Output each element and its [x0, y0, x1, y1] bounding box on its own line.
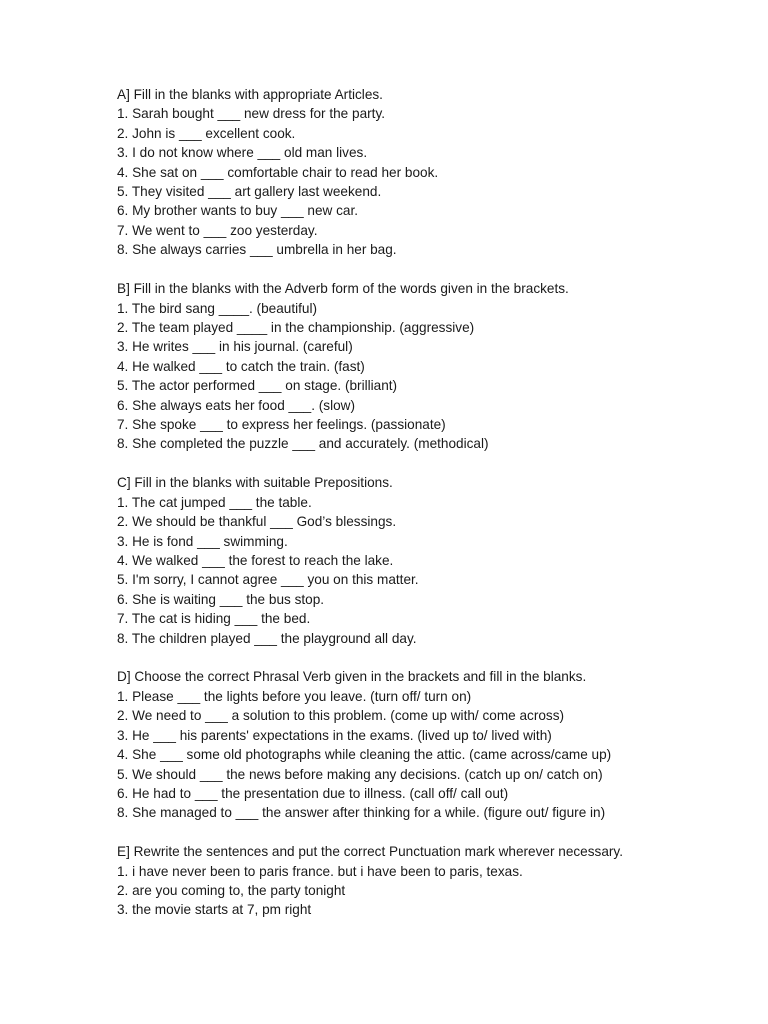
list-item: 8. She managed to ___ the answer after thinking for a while. (figure out/ figure in)	[117, 805, 606, 821]
list-item: 1. The cat jumped ___ the table.	[117, 494, 312, 510]
list-item: 7. She spoke ___ to express her feelings. (passionate)	[117, 417, 446, 432]
list-item: 6. She is waiting ___ the bus stop.	[117, 591, 325, 607]
section-punctuation	[117, 842, 728, 920]
list-item: 3. I do not know where ___ old man lives.	[117, 145, 368, 161]
section-heading: C] Fill in the blanks with suitable Prepositions.	[117, 475, 393, 491]
list-item: 7. The cat is hiding ___ the bed.	[117, 611, 311, 627]
list-item: 7. We went to ___ zoo yesterday.	[117, 222, 318, 238]
list-item: 8. The children played ___ the playground all day.	[117, 630, 417, 646]
list-item: 3. He writes ___ in his journal. (careful)	[117, 339, 353, 355]
list-item: 4. She ___ some old photographs while cleaning the attic. (came across/came up)	[117, 747, 612, 763]
section-heading: D] Choose the correct Phrasal Verb given in the brackets and fill in the blanks.	[117, 669, 587, 685]
list-item: 6. She always eats her food ___. (slow)	[117, 397, 356, 413]
section-heading: A] Fill in the blanks with appropriate Articles.	[117, 87, 383, 102]
list-item: 2. The team played ____ in the championship. (aggressive)	[117, 319, 475, 335]
list-item: 8. She completed the puzzle ___ and accurately. (methodical)	[117, 436, 489, 452]
section-heading: E] Rewrite the sentences and put the correct Punctuation mark wherever necessary.	[117, 844, 623, 860]
list-item: 6. My brother wants to buy ___ new car.	[117, 203, 359, 219]
section-articles	[117, 85, 728, 260]
list-item: 4. He walked ___ to catch the train. (fast)	[117, 358, 365, 374]
list-item: 2. John is ___ excellent cook.	[117, 125, 296, 141]
list-item: 3. the movie starts at 7, pm right	[117, 902, 312, 918]
section-adverbs	[117, 279, 728, 454]
list-item: 1. Sarah bought ___ new dress for the party.	[117, 106, 386, 122]
list-item: 8. She always carries ___ umbrella in her bag.	[117, 242, 397, 258]
list-item: 5. They visited ___ art gallery last weekend.	[117, 184, 382, 200]
list-item: 3. He is fond ___ swimming.	[117, 533, 288, 549]
list-item: 1. The bird sang ____. (beautiful)	[117, 300, 318, 316]
list-item: 4. She sat on ___ comfortable chair to read her book.	[117, 164, 439, 180]
section-phrasal-verbs	[117, 667, 728, 822]
list-item: 6. He had to ___ the presentation due to illness. (call off/ call out)	[117, 785, 509, 801]
list-item: 5. We should ___ the news before making any decisions. (catch up on/ catch on)	[117, 766, 603, 782]
list-item: 1. Please ___ the lights before you leave. (turn off/ turn on)	[117, 688, 472, 704]
list-item: 3. He ___ his parents' expectations in the exams. (lived up to/ lived with)	[117, 727, 552, 743]
section-heading: B] Fill in the blanks with the Adverb form of the words given in the brackets.	[117, 281, 569, 297]
list-item: 2. We need to ___ a solution to this problem. (come up with/ come across)	[117, 708, 565, 724]
list-item: 2. We should be thankful ___ God’s blessings.	[117, 514, 397, 530]
list-item: 4. We walked ___ the forest to reach the lake.	[117, 552, 394, 568]
list-item: 2. are you coming to, the party tonight	[117, 883, 346, 899]
section-prepositions	[117, 473, 728, 648]
list-item: 5. The actor performed ___ on stage. (brilliant)	[117, 378, 398, 394]
list-item: 1. i have never been to paris france. but i have been to paris, texas.	[117, 863, 523, 879]
list-item: 5. I'm sorry, I cannot agree ___ you on this matter.	[117, 572, 419, 588]
